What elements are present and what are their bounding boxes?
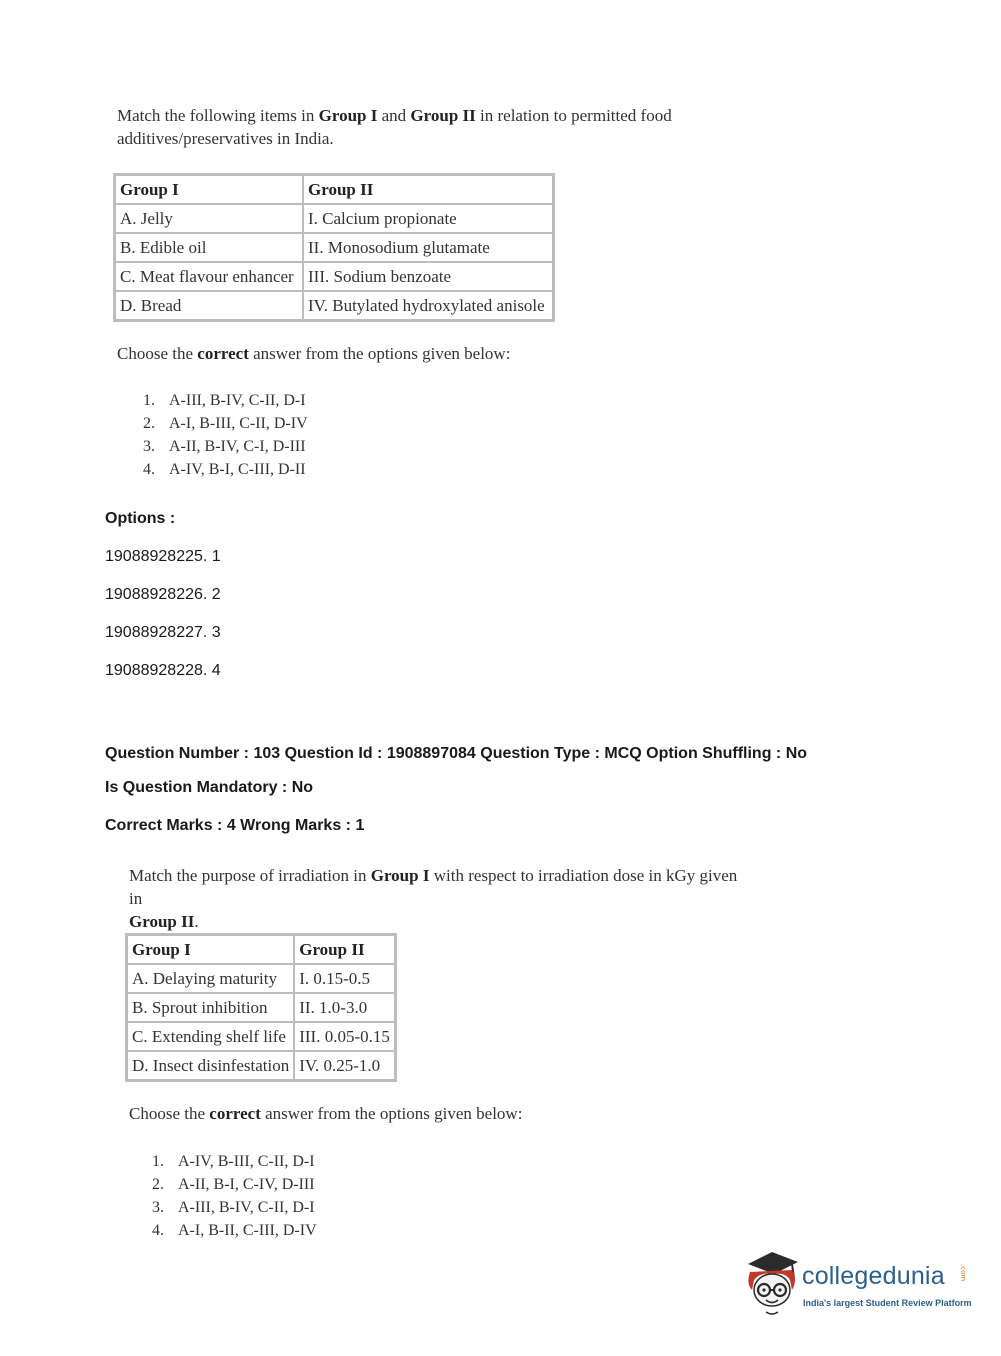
table-cell: I. 0.15-0.5	[294, 964, 395, 993]
answer-item	[143, 412, 308, 435]
answer-item	[152, 1173, 317, 1196]
intro-bold: Group II	[410, 106, 476, 125]
table-row	[127, 1051, 395, 1080]
table-cell: III. 0.05-0.15	[294, 1022, 395, 1051]
table-row	[127, 964, 395, 993]
option-id: 19088928225. 1	[105, 548, 221, 565]
intro-bold: Group I	[370, 866, 430, 885]
table-row	[115, 262, 553, 291]
answer-text: A-III, B-IV, C-II, D-I	[169, 392, 306, 409]
table-header-row	[115, 175, 553, 204]
answer-number: 4.	[152, 1222, 164, 1239]
intro-bold: Group I	[318, 106, 378, 125]
table-cell: C. Extending shelf life	[127, 1022, 294, 1051]
table-cell: IV. 0.25-1.0	[294, 1051, 395, 1080]
answer-item	[152, 1196, 317, 1219]
answer-item	[143, 389, 308, 412]
intro-bold: Group II	[129, 912, 195, 931]
option-id: 19088928227. 3	[105, 624, 221, 641]
choose-bold: correct	[197, 344, 249, 363]
logo-com: .com	[959, 1264, 967, 1282]
question2-match-table	[125, 933, 397, 1082]
answer-number: 3.	[152, 1199, 164, 1216]
logo-tagline: India's largest Student Review Platform	[803, 1298, 972, 1308]
options-label: Options :	[105, 510, 176, 527]
answer-item	[143, 435, 308, 458]
choose-text: answer from the options given below:	[248, 344, 511, 363]
table-cell: II. Monosodium glutamate	[303, 233, 553, 262]
answer-number: 3.	[143, 438, 155, 455]
table-row	[115, 204, 553, 233]
table-cell: D. Bread	[115, 291, 303, 320]
intro-text: Match the purpose of irradiation in	[129, 866, 371, 885]
intro-text: Match the following items in	[117, 106, 319, 125]
table-header: Group I	[127, 935, 294, 964]
question1-match-table	[113, 173, 555, 322]
answer-number: 2.	[152, 1176, 164, 1193]
choose-text: answer from the options given below:	[260, 1104, 523, 1123]
table-cell: II. 1.0-3.0	[294, 993, 395, 1022]
answer-text: A-IV, B-III, C-II, D-I	[178, 1153, 315, 1170]
table-cell: B. Sprout inhibition	[127, 993, 294, 1022]
table-cell: C. Meat flavour enhancer	[115, 262, 303, 291]
table-cell: III. Sodium benzoate	[303, 262, 553, 291]
table-cell: IV. Butylated hydroxylated anisole	[303, 291, 553, 320]
intro-text: and	[377, 106, 411, 125]
answer-item	[152, 1150, 317, 1173]
table-header: Group I	[115, 175, 303, 204]
choose-bold: correct	[209, 1104, 261, 1123]
table-cell: I. Calcium propionate	[303, 204, 553, 233]
answer-number: 2.	[143, 415, 155, 432]
question2-intro	[129, 864, 749, 933]
question2-choose-text	[129, 1104, 522, 1124]
choose-text: Choose the	[117, 344, 198, 363]
table-cell: A. Delaying maturity	[127, 964, 294, 993]
question1-intro	[117, 104, 717, 150]
answer-number: 1.	[143, 392, 155, 409]
question2-answer-list	[152, 1150, 317, 1242]
table-cell: D. Insect disinfestation	[127, 1051, 294, 1080]
question-meta-line: Question Number : 103 Question Id : 1908897084 Question Type : MCQ Option Shuffling : No	[105, 745, 808, 762]
intro-text: additives/preservatives in India.	[117, 129, 334, 148]
mascot-icon	[742, 1250, 802, 1320]
answer-item	[152, 1219, 317, 1242]
collegedunia-logo[interactable]	[742, 1250, 972, 1320]
table-cell: A. Jelly	[115, 204, 303, 233]
option-id: 19088928226. 2	[105, 586, 221, 603]
question-marks: Correct Marks : 4 Wrong Marks : 1	[105, 817, 365, 834]
table-row	[127, 1022, 395, 1051]
answer-text: A-II, B-IV, C-I, D-III	[169, 438, 306, 455]
answer-number: 4.	[143, 461, 155, 478]
answer-text: A-IV, B-I, C-III, D-II	[169, 461, 306, 478]
answer-item	[143, 458, 308, 481]
question1-choose-text	[117, 344, 510, 364]
answer-number: 1.	[152, 1153, 164, 1170]
table-row	[127, 993, 395, 1022]
intro-text: with respect to irradiation dose in kGy given in	[129, 866, 738, 908]
table-row	[115, 291, 553, 320]
choose-text: Choose the	[129, 1104, 210, 1123]
intro-text: .	[194, 912, 199, 931]
table-header: Group II	[303, 175, 553, 204]
table-row	[115, 233, 553, 262]
logo-wordmark: collegedunia	[802, 1262, 945, 1290]
table-cell: B. Edible oil	[115, 233, 303, 262]
intro-text: in relation to permitted food	[475, 106, 672, 125]
answer-text: A-II, B-I, C-IV, D-III	[178, 1176, 315, 1193]
table-header-row	[127, 935, 395, 964]
table-header: Group II	[294, 935, 395, 964]
question-mandatory: Is Question Mandatory : No	[105, 779, 314, 796]
answer-text: A-I, B-II, C-III, D-IV	[178, 1222, 317, 1239]
answer-text: A-III, B-IV, C-II, D-I	[178, 1199, 315, 1216]
answer-text: A-I, B-III, C-II, D-IV	[169, 415, 308, 432]
question1-answer-list	[143, 389, 308, 481]
option-id: 19088928228. 4	[105, 662, 221, 679]
